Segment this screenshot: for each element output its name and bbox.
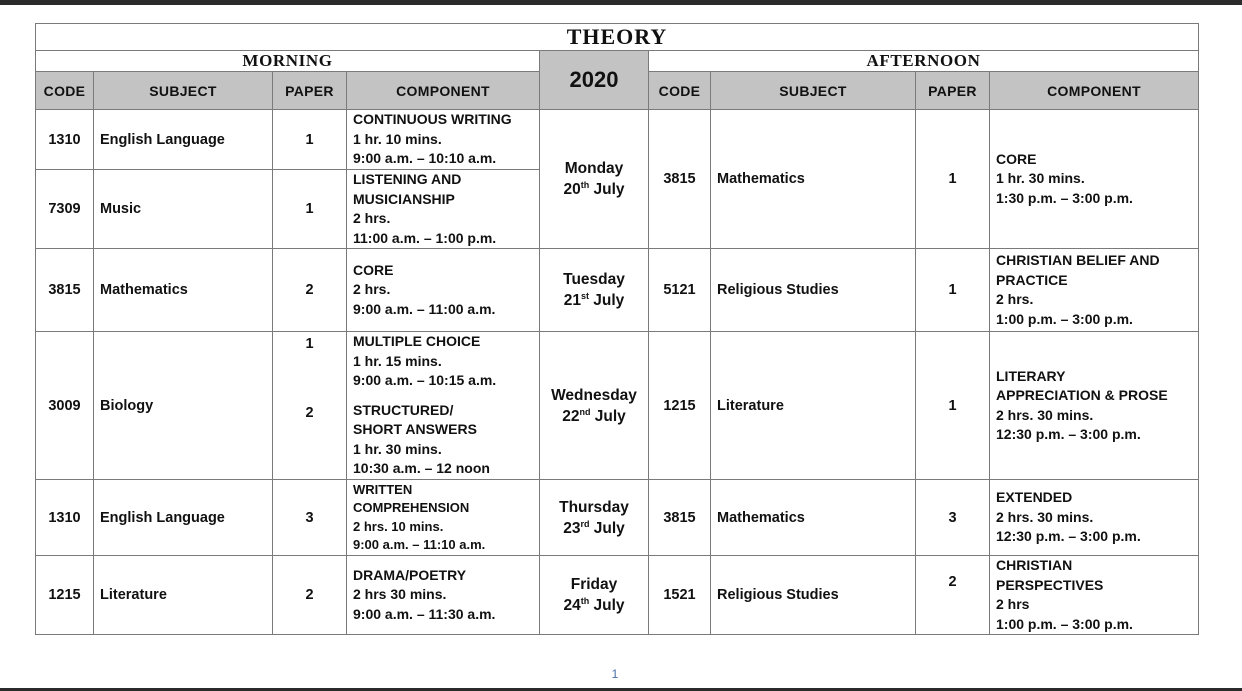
afternoon-code: 3815	[648, 479, 711, 556]
afternoon-code: 3815	[648, 109, 711, 249]
morning-paper: 1	[272, 169, 347, 249]
morning-header-paper: PAPER	[272, 71, 347, 110]
morning-header-code: CODE	[35, 71, 94, 110]
morning-subject: Mathematics	[93, 248, 273, 332]
timetable	[35, 23, 1199, 635]
afternoon-code: 5121	[648, 248, 711, 332]
afternoon-paper: 3	[915, 479, 990, 556]
morning-header-component: COMPONENT	[346, 71, 540, 110]
afternoon-header-subject: SUBJECT	[710, 71, 916, 110]
morning-paper: 2	[272, 248, 347, 332]
afternoon-subject: Literature	[710, 331, 916, 480]
afternoon-component: EXTENDED 2 hrs. 30 mins. 12:30 p.m. – 3:00 p.m.	[989, 479, 1199, 556]
morning-section-label: MORNING	[35, 50, 540, 72]
day-tuesday: Tuesday 21st July	[539, 248, 649, 332]
morning-component: CONTINUOUS WRITING 1 hr. 10 mins. 9:00 a.m. – 10:10 a.m.	[346, 109, 540, 170]
morning-code: 3815	[35, 248, 94, 332]
year-label: 2020	[539, 50, 649, 110]
morning-subject: English Language	[93, 479, 273, 556]
morning-subject: Music	[93, 169, 273, 249]
day-friday: Friday 24th July	[539, 555, 649, 635]
afternoon-component: CORE 1 hr. 30 mins. 1:30 p.m. – 3:00 p.m.	[989, 109, 1199, 249]
afternoon-header-code: CODE	[648, 71, 711, 110]
afternoon-paper: 1	[915, 248, 990, 332]
morning-code: 1310	[35, 479, 94, 556]
morning-subject: English Language	[93, 109, 273, 170]
afternoon-header-paper: PAPER	[915, 71, 990, 110]
afternoon-component: LITERARY APPRECIATION & PROSE 2 hrs. 30 mins. 12:30 p.m. – 3:00 p.m.	[989, 331, 1199, 480]
afternoon-paper: 1	[915, 109, 990, 249]
morning-component: DRAMA/POETRY 2 hrs 30 mins. 9:00 a.m. – 11:30 a.m.	[346, 555, 540, 635]
day-monday: Monday 20th July	[539, 109, 649, 249]
afternoon-subject: Religious Studies	[710, 248, 916, 332]
afternoon-subject: Mathematics	[710, 479, 916, 556]
morning-paper: 1 2	[272, 331, 347, 480]
afternoon-subject: Religious Studies	[710, 555, 916, 635]
day-thursday: Thursday 23rd July	[539, 479, 649, 556]
afternoon-component: CHRISTIAN PERSPECTIVES 2 hrs 1:00 p.m. – 3:00 p.m.	[989, 555, 1199, 635]
afternoon-code: 1215	[648, 331, 711, 480]
morning-paper: 2	[272, 555, 347, 635]
morning-component: LISTENING AND MUSICIANSHIP 2 hrs. 11:00 a.m. – 1:00 p.m.	[346, 169, 540, 249]
afternoon-component: CHRISTIAN BELIEF AND PRACTICE 2 hrs. 1:00 p.m. – 3:00 p.m.	[989, 248, 1199, 332]
morning-paper: 1	[272, 109, 347, 170]
morning-header-subject: SUBJECT	[93, 71, 273, 110]
afternoon-code: 1521	[648, 555, 711, 635]
morning-paper: 3	[272, 479, 347, 556]
day-wednesday: Wednesday 22nd July	[539, 331, 649, 480]
afternoon-header-component: COMPONENT	[989, 71, 1199, 110]
window-top-bar	[0, 0, 1242, 5]
afternoon-section-label: AFTERNOON	[648, 50, 1199, 72]
morning-code: 7309	[35, 169, 94, 249]
morning-component: CORE 2 hrs. 9:00 a.m. – 11:00 a.m.	[346, 248, 540, 332]
morning-code: 1215	[35, 555, 94, 635]
afternoon-subject: Mathematics	[710, 109, 916, 249]
morning-component: WRITTEN COMPREHENSION 2 hrs. 10 mins. 9:00 a.m. – 11:10 a.m.	[346, 479, 540, 556]
morning-subject: Literature	[93, 555, 273, 635]
timetable-title: THEORY	[35, 23, 1199, 51]
afternoon-paper: 1	[915, 331, 990, 480]
morning-subject: Biology	[93, 331, 273, 480]
morning-component: MULTIPLE CHOICE 1 hr. 15 mins. 9:00 a.m. – 10:15 a.m. STRUCTURED/ SHORT ANSWERS 1 hr. 30 mins. 10:30 a.m. – 12 noon	[346, 331, 540, 480]
page-number: 1	[611, 667, 619, 681]
morning-code: 1310	[35, 109, 94, 170]
morning-code: 3009	[35, 331, 94, 480]
afternoon-paper: 2	[915, 555, 990, 635]
